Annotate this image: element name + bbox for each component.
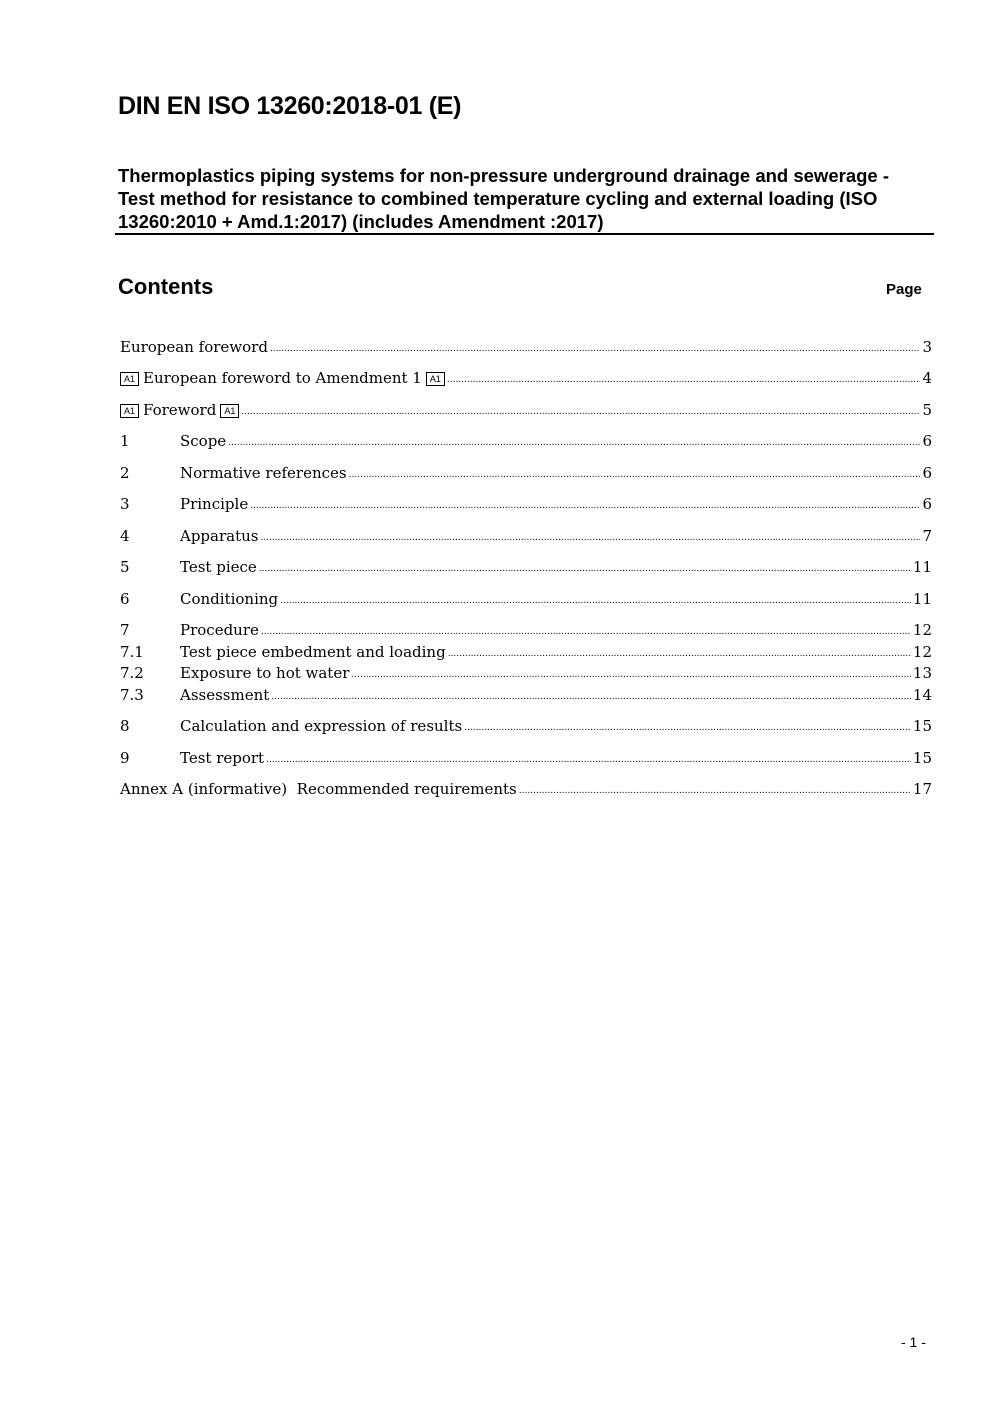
toc-title: Calculation and expression of results (180, 717, 463, 735)
toc-number: 5 (120, 558, 130, 576)
toc-title: Conditioning (180, 590, 279, 608)
toc-entry-apparatus[interactable] (120, 527, 932, 547)
toc-title: Test report (180, 749, 265, 767)
toc-number: 1 (120, 432, 130, 450)
toc-leader (261, 620, 911, 638)
toc-entry-test-piece[interactable] (120, 558, 932, 578)
toc-page: 12 (912, 643, 932, 661)
toc-title-with-markers (120, 401, 239, 419)
toc-entry-test-report[interactable] (120, 749, 932, 769)
toc-number: 3 (120, 495, 130, 513)
toc-leader (280, 589, 911, 607)
toc-page: 15 (912, 749, 932, 767)
amendment-end-marker-icon: A1 (220, 404, 239, 418)
toc-leader (259, 557, 911, 575)
toc-title: Scope (180, 432, 227, 450)
toc-leader (270, 337, 921, 355)
footer-page-number: - 1 - (901, 1334, 926, 1350)
toc-page: 3 (922, 338, 932, 356)
title-rule (115, 233, 934, 235)
toc-entry-conditioning[interactable] (120, 590, 932, 610)
toc-leader (351, 663, 911, 681)
toc-number: 8 (120, 717, 130, 735)
toc-leader (260, 526, 920, 544)
toc-leader (464, 716, 911, 734)
document-id: DIN EN ISO 13260:2018-01 (E) (118, 92, 462, 120)
toc-page: 6 (922, 432, 932, 450)
toc-page: 17 (912, 780, 932, 798)
toc-leader (271, 685, 911, 703)
toc-title: Exposure to hot water (180, 664, 350, 682)
toc-number: 7 (120, 621, 130, 639)
toc-entry-annex-a[interactable] (120, 780, 932, 800)
contents-heading: Contents (118, 274, 214, 299)
amendment-start-marker-icon: A1 (120, 404, 139, 418)
toc-entry-foreword-amendment-1[interactable] (120, 369, 932, 389)
toc-leader (228, 431, 920, 449)
toc-title: Test piece embedment and loading (180, 643, 446, 661)
document-subtitle: Thermoplastics piping systems for non-pressure underground drainage and sewerage - Test method for resistance to combined temperature cycling and external loading (ISO 13260:2010 + Amd.1:2017) (includes Amendment :2017) (118, 165, 889, 232)
toc-page: 15 (912, 717, 932, 735)
toc-page: 11 (912, 590, 932, 608)
toc-title-with-markers (120, 369, 445, 387)
toc-leader (349, 463, 921, 481)
toc-entry-scope[interactable] (120, 432, 932, 452)
amendment-start-marker-icon: A1 (120, 372, 139, 386)
toc-title: Annex A (informative) Recommended requirements (120, 780, 517, 798)
toc-number: 9 (120, 749, 130, 767)
toc-title: Normative references (180, 464, 347, 482)
toc-page: 14 (912, 686, 932, 704)
toc-number: 6 (120, 590, 130, 608)
toc-title: Apparatus (180, 527, 259, 545)
toc-title: European foreword to Amendment 1 (143, 369, 422, 387)
toc-entry-principle[interactable] (120, 495, 932, 515)
toc-leader (447, 368, 921, 386)
toc-page: 7 (922, 527, 932, 545)
amendment-end-marker-icon: A1 (426, 372, 445, 386)
toc-title: Principle (180, 495, 249, 513)
toc-leader (519, 779, 911, 797)
toc-leader (266, 748, 911, 766)
page-column-label: Page (886, 281, 922, 298)
toc-number: 4 (120, 527, 130, 545)
toc-title: Assessment (180, 686, 270, 704)
toc-page: 4 (922, 369, 932, 387)
toc-leader (448, 642, 911, 660)
toc-title: Foreword (143, 401, 217, 419)
toc-page: 12 (912, 621, 932, 639)
toc-leader (241, 400, 920, 418)
toc-page: 13 (912, 664, 932, 682)
toc-number: 7.3 (120, 686, 144, 704)
toc-number: 7.1 (120, 643, 144, 661)
toc-entry-european-foreword[interactable] (120, 338, 932, 358)
toc-page: 6 (922, 495, 932, 513)
toc-entry-normative-references[interactable] (120, 464, 932, 484)
toc-number: 2 (120, 464, 130, 482)
toc-entry-foreword[interactable] (120, 401, 932, 421)
toc-page: 5 (922, 401, 932, 419)
toc-entry-procedure[interactable] (120, 621, 932, 641)
toc-page: 11 (912, 558, 932, 576)
toc-title: European foreword (120, 338, 268, 356)
toc-title: Procedure (180, 621, 259, 639)
toc-leader (250, 494, 920, 512)
toc-entry-exposure-hot-water[interactable] (120, 664, 932, 684)
toc-entry-calculation[interactable] (120, 717, 932, 737)
toc-number: 7.2 (120, 664, 144, 682)
toc-entry-assessment[interactable] (120, 686, 932, 706)
toc-title: Test piece (180, 558, 257, 576)
toc-page: 6 (922, 464, 932, 482)
toc-entry-test-piece-embedment[interactable] (120, 643, 932, 663)
